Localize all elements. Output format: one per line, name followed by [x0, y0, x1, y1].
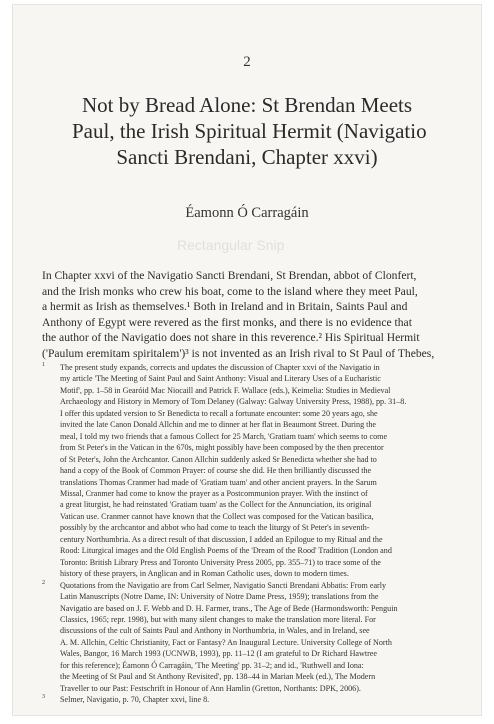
- footnote-line: of St Peter's, John the Archcantor. Canon Allchin suddenly asked Sr Benedicta whether she had to: [60, 454, 377, 464]
- footnote-line: possibly by the archcantor and abbot who had come to teach the liturgy of St Peter's in seventh-: [60, 523, 370, 533]
- footnote-line: I offer this updated version to Sr Benedicta to recall a fortunate encounter: some 20 years ago, she: [60, 408, 378, 418]
- footnote-line: century Northumbria. As a direct result of that discussion, I added an Epilogue to my Ritual and the: [60, 534, 383, 544]
- footnote-line: invited the late Canon Donald Allchin and me to dinner at her flat in Beaumont Street. During the: [60, 420, 377, 430]
- footnote-line: Vatican use. Cranmer cannot have known that the Collect was composed for the Vatican basilica,: [60, 511, 374, 521]
- footnote: [42, 362, 457, 580]
- footnote-line: The present study expands, corrects and updates the discussion of Chapter xxvi of the Navigatio in: [60, 363, 380, 372]
- snip-watermark: Rectangular Snip: [177, 237, 285, 253]
- footnote-line: hand a copy of the Book of Common Prayer: of course she did. He then brilliantly discussed the: [60, 466, 372, 476]
- footnote-line: from St Peter's in the Vatican in the 670s, might possibly have been composed by the then precentor: [60, 443, 384, 453]
- body-paragraph: [42, 268, 457, 362]
- footnote-line: Selmer, Navigatio, p. 70, Chapter xxvi, line 8.: [60, 695, 210, 705]
- chapter-number: 2: [243, 54, 251, 70]
- footnote-line: translations Thomas Cranmer had made of 'Gratiam tuam' and other ancient prayers. In the Sarum: [60, 477, 377, 487]
- title-line: Paul, the Irish Spiritual Hermit (Navigatio: [72, 119, 427, 143]
- footnote-number: 2: [42, 579, 45, 586]
- footnote-line: my article 'The Meeting of Saint Paul and Saint Anthony: Visual and Literary Uses of a Eucharistic: [60, 374, 381, 384]
- footnote-line: Motif', pp. 1–58 in Gearóid Mac Niocaill and Patrick F. Wallace (eds.), Keimelia: Studies in Medieval: [60, 385, 391, 395]
- body-line: a hermit as Irish as themselves.¹ Both in Ireland and in Britain, Saints Paul and: [42, 300, 408, 314]
- footnote-line: Toronto: British Library Press and Toronto University Press 2005, pp. 355–71) to trace some of the: [60, 557, 381, 567]
- footnote-line: a great liturgist, he had reinstated 'Gratiam tuam' as the Collect for the Annunciation, its original: [60, 500, 372, 510]
- footnote-line: Quotations from the Navigatio are from Carl Selmer, Navigatio Sancti Brendani Abbatis: From early: [60, 580, 387, 590]
- body-line: Anthony of Egypt were revered as the first monks, and there is no evidence that: [42, 315, 412, 329]
- body-line: In Chapter xxvi of the Navigatio Sancti Brendani, St Brendan, abbot of Clonfert,: [42, 269, 417, 282]
- book-page: [12, 4, 482, 716]
- footnote: [42, 580, 457, 695]
- footnote-line: Classics, 1965; repr. 1998), but with many silent changes to make the translation more literal. For: [60, 614, 376, 624]
- body-line: and the Irish monks who crew his boat, come to the island where they meet Paul,: [42, 284, 418, 298]
- footnote-line: meal, I told my two friends that a famous Collect for 25 March, 'Gratiam tuam' which seems to come: [60, 431, 388, 441]
- footnote-line: A. M. Allchin, Celtic Christianity, Fact or Fantasy? An Inaugural Lecture. University College of North: [60, 637, 392, 647]
- footnote-line: Navigatio are based on J. F. Webb and D. H. Farmer, trans., The Age of Bede (Harmondsworth: Penguin: [60, 603, 398, 613]
- author-name: Éamonn Ó Carragáin: [185, 205, 309, 221]
- footnote-line: Wales, Bangor, 16 March 1993 (UCNWB, 1993), pp. 11–12 (I am grateful to Dr Richard Hawtree: [60, 649, 377, 659]
- chapter-title: [72, 92, 427, 170]
- footnote-line: discussions of the cult of Saints Paul and Anthony in Northumbria, in Wales, and in Ireland, see: [60, 626, 370, 636]
- footnote-line: Latin Manuscripts (Notre Dame, IN: University of Notre Dame Press, 1959); translations from the: [60, 592, 379, 602]
- footnote: [42, 694, 457, 705]
- footnote-line: Traveller to our Past: Festschrift in Honour of Ann Hamlin (Gretton, Northants: DPK, 2006).: [60, 683, 361, 693]
- footnote-line: for this reference); Éamonn Ó Carragáin, 'The Meeting' pp. 31–2; and id., 'Ruthwell and Iona:: [60, 660, 364, 670]
- footnote-number: 1: [42, 362, 45, 368]
- body-line: ('Paulum eremitam spiritalem')³ is not invented as an Irish rival to St Paul of Thebes,: [42, 346, 435, 360]
- footnotes: [42, 362, 457, 706]
- footnote-line: history of these prayers, in Anglican and in Roman Catholic uses, down to modern times.: [60, 569, 349, 579]
- footnote-line: Archaeology and History in Memory of Tom Delaney (Galway: Galway University Press, 1988), pp. 31–8.: [60, 397, 407, 407]
- footnote-line: the Meeting of St Paul and St Anthony Revisited', pp. 138–44 in Marian Meek (ed.), The Modern: [60, 672, 376, 682]
- footnote-line: Missal, Cranmer had come to know the prayer as a Postcommunion prayer. With the instinct of: [60, 488, 368, 498]
- footnote-line: Rood: Liturgical images and the Old English Poems of the 'Dream of the Rood' Tradition (London and: [60, 546, 392, 556]
- footnote-number: 3: [42, 694, 45, 701]
- body-line: the author of the Navigatio does not share in this reverence.² His Spiritual Hermit: [42, 331, 420, 345]
- title-line: Sancti Brendani, Chapter xxvi): [116, 145, 378, 169]
- title-line: Not by Bread Alone: St Brendan Meets: [81, 93, 413, 117]
